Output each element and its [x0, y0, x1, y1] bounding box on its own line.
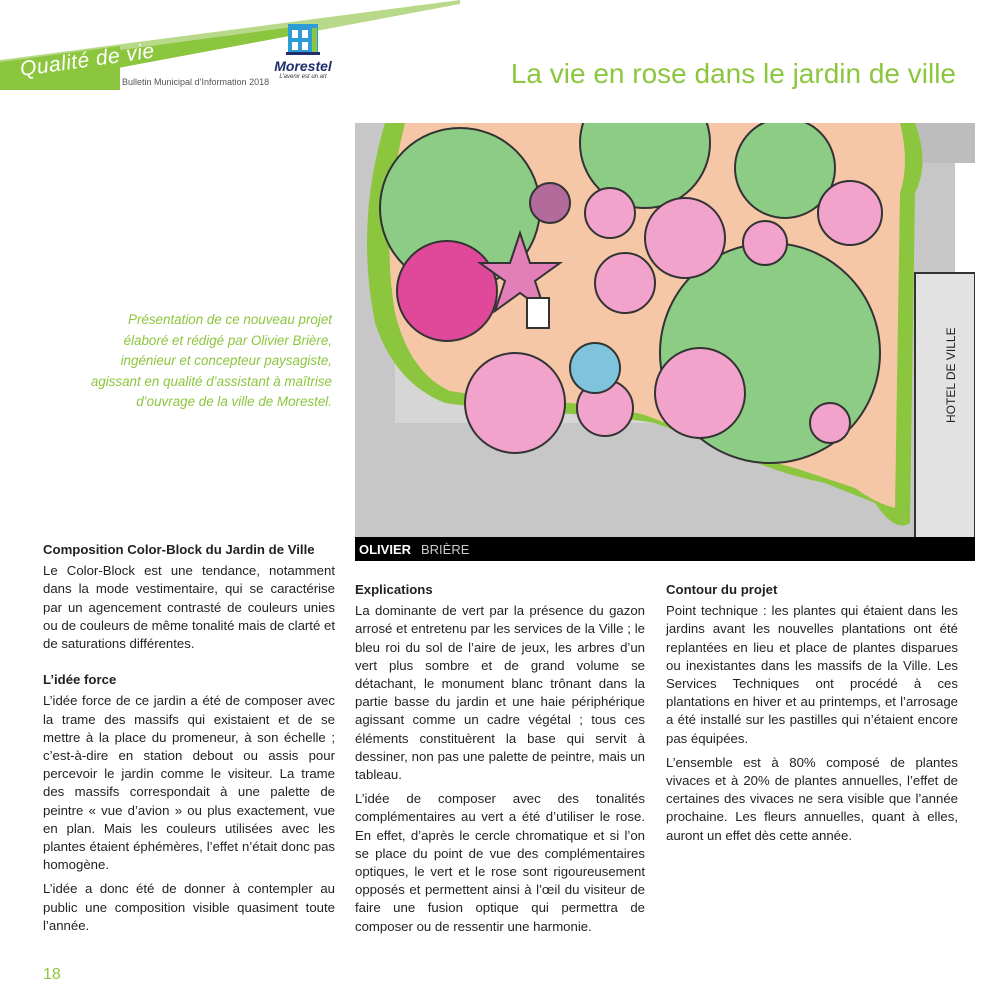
- logo-slogan: L’avenir est un art: [279, 74, 327, 80]
- heading-contour: Contour du projet: [666, 582, 778, 597]
- idee-paragraph-2: L’idée a donc été de donner à contempler au public une composition visible quasiment toute l’année.: [43, 881, 335, 933]
- page-title: La vie en rose dans le jardin de ville: [510, 58, 956, 89]
- logo-name: Morestel: [274, 58, 332, 74]
- logo-emblem-icon: [268, 20, 338, 58]
- plan-signature-bold: OLIVIER: [359, 542, 412, 557]
- intro-text: Présentation de ce nouveau projet élaboré et rédigé par Olivier Brière, ingénieur et concepteur paysagiste, agissant en qualité d’assistant à maîtrise d’ouvrage de la ville de Morestel.: [90, 312, 332, 409]
- column-1: [43, 541, 335, 941]
- building-label: HOTEL DE VILLE: [944, 327, 958, 423]
- explications-paragraph-1: La dominante de vert par la présence du gazon arrosé et entretenu par les services de la Ville ; le bleu roi du sol de l’aire de jeux, les arbres d’un vert plus sombre et de grand volume se détachant, le monument blanc trônant dans la partie basse du jardin et une haie périphérique agissant comme un cadre végétal ; tous ces éléments constituèrent la base qui servit à dessiner, non pas une palette de peintre, mais un tableau.: [355, 603, 645, 783]
- contour-paragraph-1: Point technique : les plantes qui étaient dans les jardins avant les nouvelles plantations ont été replantées en lieu et place de plantes disparues ou inexistantes dans les massifs de la Ville. Les Services Techniques ont procédé à ces plantations en hiver et au printemps, et l’arrosage a été installé sur les pastilles qui n’étaient encore pas équipées.: [666, 603, 958, 746]
- composition-paragraph: Le Color-Block est une tendance, notamment dans la mode vestimentaire, qui se caractérise par un agencement contrasté de couleurs unies ou de couleurs de même tonalité mais de clarté et de saturations différentes.: [43, 563, 335, 652]
- heading-explications: Explications: [355, 582, 433, 597]
- bulletin-label: Bulletin Municipal d’Information 2018: [122, 77, 270, 87]
- column-2: [355, 581, 645, 942]
- idee-paragraph-1: L’idée force de ce jardin a été de composer avec la trame des massifs qui existaient et de se mettre à la place du promeneur, à son échelle ; c’est-à-dire en station debout ou assis pour percevoir le jardin comme le visiteur. La trame des massifs correspondait à une palette de peintre « vue d’avion » ou plus exactement, vue en plan. Mais les couleurs utilisées avec les plantes étaient éphémères, l’effet n’était donc pas homogène.: [43, 693, 335, 873]
- heading-idee-force: L’idée force: [43, 672, 117, 688]
- contour-paragraph-2: L’ensemble est à 80% composé de plantes vivaces et à 20% de plantes annuelles, l’effet de certaines des vivaces ne sera visible que l’année prochaine. Les fleurs annuelles, quant à elles, auront un effet dès cette année.: [666, 754, 958, 843]
- explications-paragraph-2: L’idée de composer avec des tonalités complémentaires au vert a été d’utiliser le rose. En effet, d’après le cercle chromatique et si l’on se place du point de vue des complémentaires optiques, le vert et le rose sont rigoureusement opposés et permettent ainsi à l’œil du visiteur de faire une fusion optique qui permettra de composer ou de ressentir une harmonie.: [355, 791, 645, 934]
- column-3: [666, 581, 958, 851]
- plan-signature-light: BRIÈRE: [421, 542, 470, 557]
- garden-plan-illustration: [355, 123, 975, 561]
- morestel-logo: [268, 20, 338, 92]
- heading-composition: Composition Color-Block du Jardin de Ville: [43, 542, 315, 557]
- section-tag: Qualité de vie: [18, 39, 156, 82]
- page-number: 18: [43, 966, 61, 983]
